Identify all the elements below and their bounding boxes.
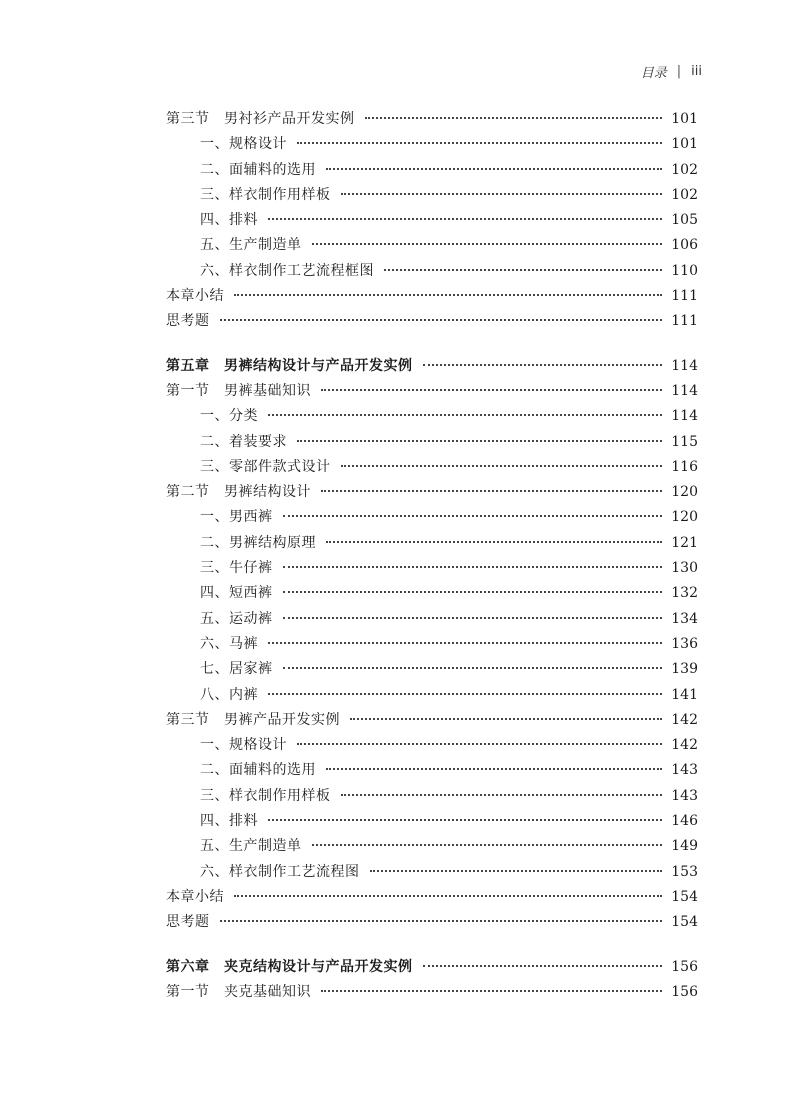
toc-entry-label: 第三节 男衬衫产品开发实例 [166, 111, 355, 127]
toc-item-row[interactable] [166, 260, 698, 285]
toc-page-number: 139 [671, 661, 698, 678]
toc-item-row[interactable] [166, 234, 698, 259]
toc-entry-label: 八、内裤 [200, 686, 258, 703]
dot-leader [234, 294, 662, 296]
toc-page-number: 143 [671, 762, 698, 779]
dot-leader [283, 617, 663, 619]
toc-entry-label: 六、马裤 [200, 635, 258, 652]
toc-item-row[interactable] [166, 608, 698, 633]
toc-entry-label: 三、零部件款式设计 [200, 458, 331, 475]
dot-leader [423, 965, 663, 967]
toc-page-number: 130 [671, 560, 698, 577]
dot-leader [268, 218, 662, 220]
dot-leader [326, 541, 662, 543]
dot-leader [365, 117, 663, 119]
dot-leader [312, 844, 663, 846]
toc-page-number: 116 [671, 458, 698, 475]
toc-item-row[interactable] [166, 557, 698, 582]
toc-entry-label: 一、规格设计 [200, 136, 287, 153]
toc-entry-label: 四、排料 [200, 813, 258, 830]
toc-page-number: 136 [671, 635, 698, 652]
toc-page-number: 102 [671, 161, 698, 178]
toc-chapter-row[interactable] [166, 355, 698, 380]
toc-page-number: 142 [671, 737, 698, 754]
toc-entry-label: 第二节 男裤结构设计 [166, 484, 311, 501]
toc-page-number: 132 [671, 585, 698, 602]
dot-leader [268, 642, 662, 644]
toc-item-row[interactable] [166, 835, 698, 860]
toc-section-row[interactable] [166, 380, 698, 405]
toc-item-row[interactable] [166, 456, 698, 481]
toc-entry-label: 一、规格设计 [200, 737, 287, 754]
toc-entry-label: 第三节 男裤产品开发实例 [166, 711, 340, 728]
toc-entry-label: 二、着装要求 [200, 433, 287, 450]
toc-item-row[interactable] [166, 861, 698, 886]
dot-leader [321, 990, 662, 992]
toc-item-row[interactable] [166, 405, 698, 430]
dot-leader [297, 743, 662, 745]
toc-section-row[interactable] [166, 285, 698, 310]
toc-entry-label: 五、生产制造单 [200, 237, 302, 254]
toc-entry-label: 思考题 [166, 914, 210, 931]
dot-leader [321, 490, 662, 492]
toc-item-row[interactable] [166, 658, 698, 683]
toc-entry-label: 本章小结 [166, 888, 224, 905]
toc-item-row[interactable] [166, 431, 698, 456]
dot-leader [384, 269, 662, 271]
toc-section-row[interactable] [166, 310, 698, 335]
header-separator: | [676, 64, 682, 79]
toc-entry-label: 六、样衣制作工艺流程框图 [200, 262, 374, 279]
dot-leader [220, 920, 663, 922]
dot-leader [268, 414, 662, 416]
toc-page-number: 146 [671, 813, 698, 830]
toc-item-row[interactable] [166, 785, 698, 810]
toc-entry-label: 四、排料 [200, 212, 258, 229]
toc-section-row[interactable] [166, 911, 698, 936]
toc-page-number: 114 [671, 408, 698, 425]
dot-leader [341, 465, 663, 467]
toc-item-row[interactable] [166, 184, 698, 209]
toc-section-row[interactable] [166, 981, 698, 1006]
toc-page-number: 154 [671, 888, 698, 905]
toc-page-number: 156 [671, 958, 698, 975]
toc-section-row[interactable] [166, 709, 698, 734]
toc-item-row[interactable] [166, 159, 698, 184]
dot-leader [268, 693, 662, 695]
toc-page-number: 134 [671, 610, 698, 627]
dot-leader [283, 591, 663, 593]
toc-item-row[interactable] [166, 734, 698, 759]
toc-entry-label: 三、样衣制作用样板 [200, 186, 331, 203]
dot-leader [370, 870, 663, 872]
toc-item-row[interactable] [166, 209, 698, 234]
toc-entry-label: 三、牛仔裤 [200, 560, 273, 577]
toc-chapter-row[interactable] [166, 956, 698, 981]
toc-entry-label: 五、生产制造单 [200, 838, 302, 855]
dot-leader [268, 819, 662, 821]
toc-item-row[interactable] [166, 633, 698, 658]
dot-leader [326, 168, 662, 170]
dot-leader [321, 389, 662, 391]
toc-page-number: 101 [671, 136, 698, 153]
toc-page-number: 111 [671, 313, 698, 330]
dot-leader [283, 566, 663, 568]
toc-page-number: 110 [671, 262, 698, 279]
toc-page-number: 154 [671, 914, 698, 931]
toc-page-number: 142 [671, 711, 698, 728]
toc-entry-label: 本章小结 [166, 288, 224, 305]
toc-entry-label: 一、男西裤 [200, 509, 273, 526]
toc-page-number: 102 [671, 186, 698, 203]
toc-page-number: 149 [671, 838, 698, 855]
toc-page-number: 120 [671, 484, 698, 501]
running-header [641, 62, 702, 81]
toc-page-number: 114 [671, 357, 698, 374]
toc-page-number: 156 [671, 983, 698, 1000]
dot-leader [297, 142, 662, 144]
table-of-contents [166, 108, 698, 1006]
toc-entry-label: 六、样衣制作工艺流程图 [200, 863, 360, 880]
toc-entry-label: 七、居家裤 [200, 661, 273, 678]
toc-section-row[interactable] [166, 481, 698, 506]
toc-entry-label: 四、短西裤 [200, 585, 273, 602]
toc-item-row[interactable] [166, 759, 698, 784]
toc-entry-label: 三、样衣制作用样板 [200, 787, 331, 804]
dot-leader [283, 667, 663, 669]
toc-page-number: 106 [671, 237, 698, 254]
dot-leader [350, 718, 662, 720]
toc-entry-label: 一、分类 [200, 408, 258, 425]
dot-leader [234, 895, 662, 897]
toc-entry-label: 第一节 男裤基础知识 [166, 382, 311, 399]
header-title: 目录 [640, 66, 667, 81]
toc-page-number: 111 [671, 288, 698, 305]
dot-leader [423, 364, 663, 366]
toc-item-row[interactable] [166, 506, 698, 531]
dot-leader [283, 515, 663, 517]
toc-entry-label: 第一节 夹克基础知识 [166, 983, 311, 1000]
toc-entry-label: 思考题 [166, 313, 210, 330]
toc-page-number: 153 [671, 863, 698, 880]
toc-entry-label: 二、男裤结构原理 [200, 534, 316, 551]
toc-page-number: 143 [671, 787, 698, 804]
toc-item-row[interactable] [166, 810, 698, 835]
header-page-number: iii [691, 64, 702, 79]
toc-item-row[interactable] [166, 582, 698, 607]
toc-section-row[interactable] [166, 108, 698, 133]
dot-leader [341, 794, 663, 796]
toc-page-number: 105 [671, 212, 698, 229]
toc-entry-label: 五、运动裤 [200, 610, 273, 627]
toc-item-row[interactable] [166, 532, 698, 557]
toc-item-row[interactable] [166, 684, 698, 709]
dot-leader [326, 768, 662, 770]
toc-entry-label: 二、面辅料的选用 [200, 762, 316, 779]
dot-leader [220, 319, 663, 321]
dot-leader [341, 193, 663, 195]
toc-page-number: 115 [671, 433, 698, 450]
toc-page-number: 120 [671, 509, 698, 526]
toc-section-row[interactable] [166, 886, 698, 911]
toc-page-number: 101 [671, 111, 698, 127]
toc-page-number: 121 [671, 534, 698, 551]
toc-page-number: 141 [671, 686, 698, 703]
toc-entry-label: 第六章 夹克结构设计与产品开发实例 [166, 958, 413, 975]
toc-entry-label: 二、面辅料的选用 [200, 161, 316, 178]
dot-leader [312, 243, 663, 245]
toc-item-row[interactable] [166, 133, 698, 158]
toc-page-number: 114 [671, 382, 698, 399]
dot-leader [297, 440, 662, 442]
toc-entry-label: 第五章 男裤结构设计与产品开发实例 [166, 357, 413, 374]
